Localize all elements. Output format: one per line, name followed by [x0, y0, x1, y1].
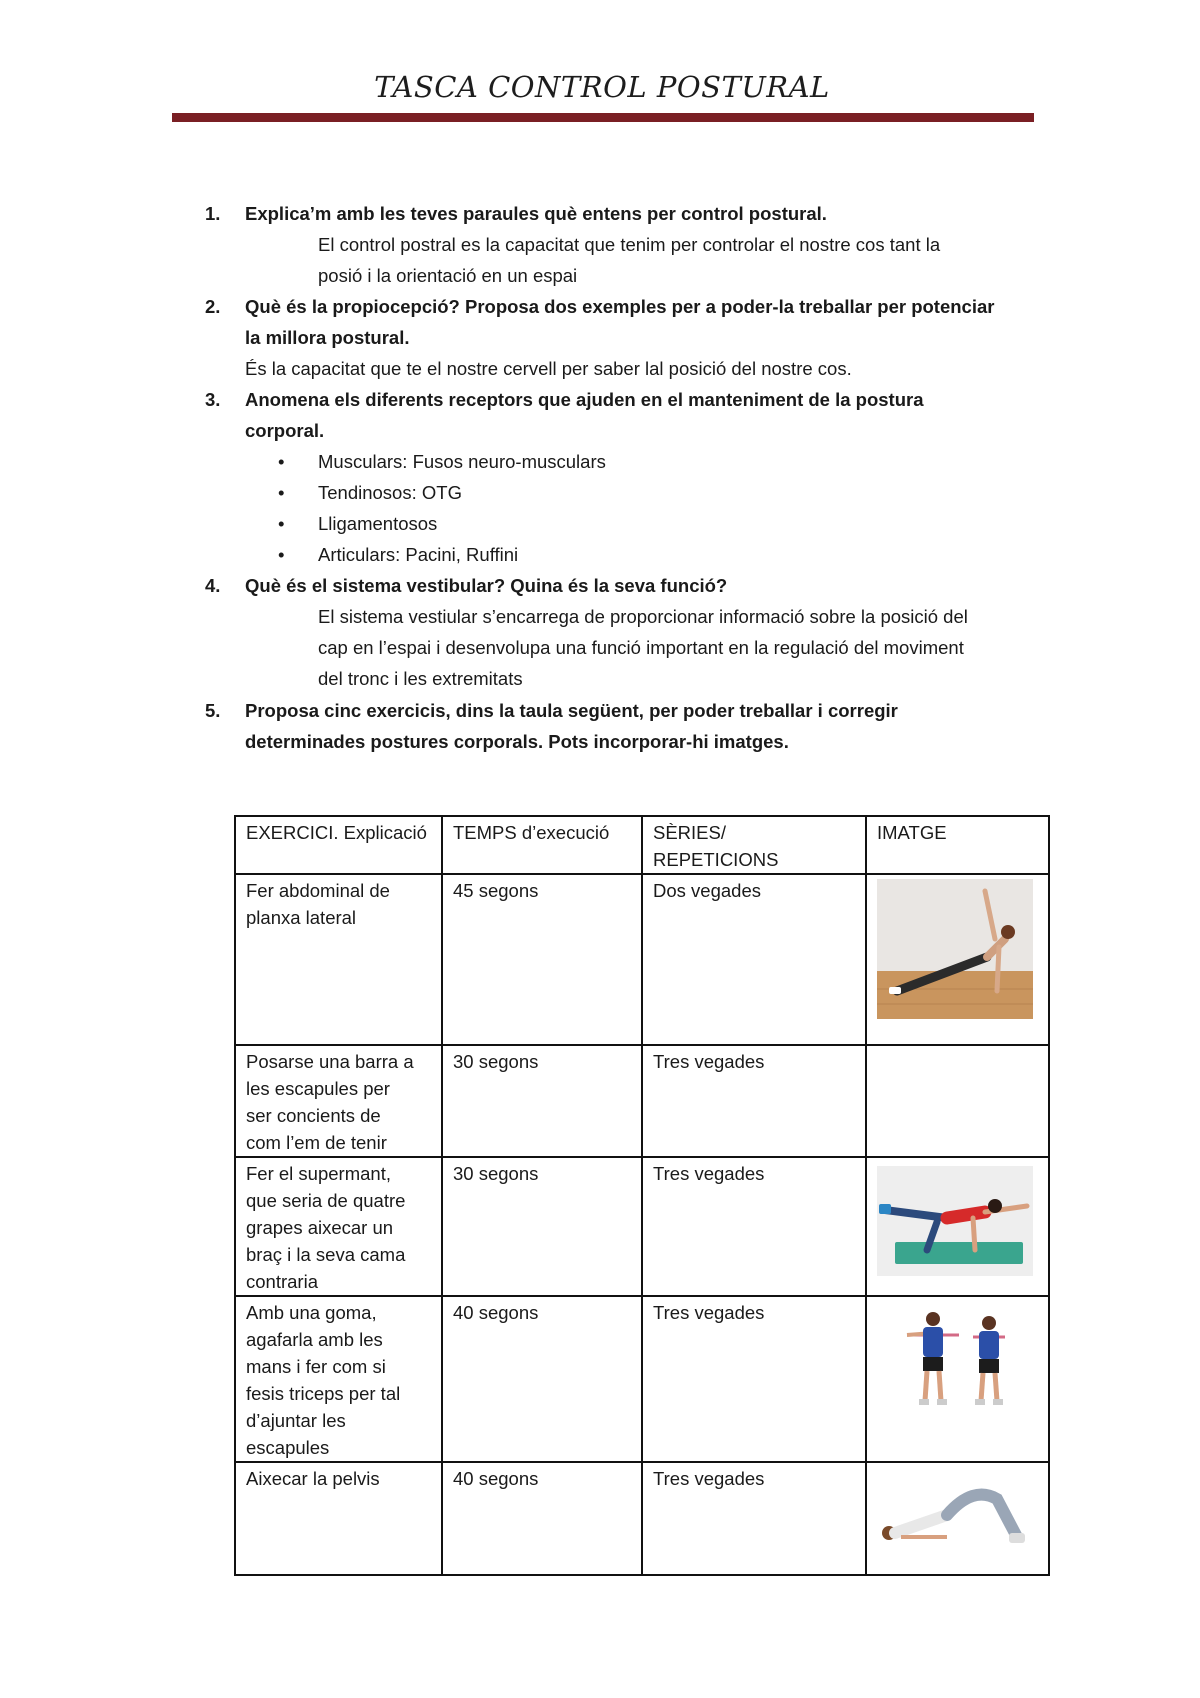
exercise-line: ser concients de [246, 1105, 381, 1126]
bullet-item [278, 477, 462, 508]
exercise-cell [235, 1157, 442, 1296]
exercise-line: com l’em de tenir [246, 1132, 387, 1153]
question-number: 4. [205, 575, 221, 596]
question-text: Què és la propiocepció? Proposa dos exemples per a poder-la treballar per potenciar [245, 296, 995, 317]
glute-bridge-image [877, 1475, 1033, 1555]
question-text: Explica’m amb les teves paraules què entens per control postural. [245, 203, 827, 224]
table-row [235, 1157, 1049, 1296]
exercise-line: Fer abdominal de [246, 880, 390, 901]
bullet-item [278, 446, 606, 477]
answer-2: És la capacitat que te el nostre cervell per saber lal posició del nostre cos. [245, 358, 852, 379]
question-5 [205, 695, 1045, 757]
question-text: corporal. [245, 420, 325, 441]
series-cell: Tres vegades [642, 1296, 866, 1462]
table-header: IMATGE [866, 816, 1049, 874]
exercise-line: les escapules per [246, 1078, 390, 1099]
table-header: TEMPS d’execució [442, 816, 642, 874]
question-3 [205, 384, 1045, 446]
image-cell [866, 874, 1049, 1045]
exercise-line: Amb una goma, [246, 1302, 377, 1323]
image-cell-empty [866, 1045, 1049, 1157]
question-text: determinades postures corporals. Pots incorporar-hi imatges. [245, 731, 789, 752]
bullet-text: Tendinosos: OTG [318, 482, 462, 503]
time-cell: 40 segons [442, 1296, 642, 1462]
table-row [235, 1462, 1049, 1575]
exercise-line: que seria de quatre [246, 1190, 406, 1211]
table-header: EXERCICI. Explicació [235, 816, 442, 874]
exercise-line: grapes aixecar un [246, 1217, 394, 1238]
answer-line: del tronc i les extremitats [318, 668, 523, 689]
answer-line: El sistema vestiular s’encarrega de proporcionar informació sobre la posició del [318, 606, 968, 627]
time-cell: 40 segons [442, 1462, 642, 1575]
exercise-line: d’ajuntar les [246, 1410, 346, 1431]
side-plank-image [877, 879, 1033, 1019]
answer-line: El control postral es la capacitat que tenim per controlar el nostre cos tant la [318, 234, 941, 255]
question-number: 1. [205, 203, 221, 224]
question-text: Què és el sistema vestibular? Quina és la seva funció? [245, 575, 728, 596]
table-header: SÈRIES/ REPETICIONS [642, 816, 866, 874]
question-number: 5. [205, 700, 221, 721]
bullet-icon: • [278, 451, 285, 472]
table-header-row [235, 816, 1049, 874]
time-cell: 45 segons [442, 874, 642, 1045]
answer-line: posió i la orientació en un espai [318, 265, 578, 286]
exercise-cell [235, 1296, 442, 1462]
page-title: TASCA CONTROL POSTURAL [374, 70, 830, 104]
image-cell [866, 1296, 1049, 1462]
bullet-icon: • [278, 482, 285, 503]
bullet-icon: • [278, 544, 285, 565]
answer-line: cap en l’espai i desenvolupa una funció important en la regulació del moviment [318, 637, 964, 658]
band-pull-image [877, 1303, 1033, 1413]
exercise-table [234, 815, 1050, 1576]
question-text: Anomena els diferents receptors que ajuden en el manteniment de la postura [245, 389, 924, 410]
series-cell: Tres vegades [642, 1045, 866, 1157]
exercise-cell [235, 1462, 442, 1575]
question-4 [205, 570, 1045, 601]
table-row [235, 1296, 1049, 1462]
exercise-line: Aixecar la pelvis [246, 1468, 380, 1489]
table-row [235, 1045, 1049, 1157]
exercise-line: braç i la seva cama [246, 1244, 406, 1265]
image-cell [866, 1157, 1049, 1296]
exercise-cell [235, 1045, 442, 1157]
bullet-text: Musculars: Fusos neuro-musculars [318, 451, 606, 472]
question-text: la millora postural. [245, 327, 410, 348]
table-row [235, 874, 1049, 1045]
exercise-line: agafarla amb les [246, 1329, 383, 1350]
bullet-text: Articulars: Pacini, Ruffini [318, 544, 519, 565]
question-text: Proposa cinc exercicis, dins la taula següent, per poder treballar i corregir [245, 700, 898, 721]
bullet-icon: • [278, 513, 285, 534]
bullet-item [278, 539, 518, 570]
time-cell: 30 segons [442, 1157, 642, 1296]
exercise-line: Posarse una barra a [246, 1051, 414, 1072]
question-number: 2. [205, 296, 221, 317]
question-2 [205, 291, 1045, 353]
series-cell: Dos vegades [642, 874, 866, 1045]
bullet-text: Lligamentosos [318, 513, 438, 534]
exercise-line: Fer el supermant, [246, 1163, 391, 1184]
exercise-line: mans i fer com si [246, 1356, 386, 1377]
time-cell: 30 segons [442, 1045, 642, 1157]
series-cell: Tres vegades [642, 1462, 866, 1575]
question-1 [205, 198, 1045, 229]
exercise-line: escapules [246, 1437, 330, 1458]
series-cell: Tres vegades [642, 1157, 866, 1296]
question-number: 3. [205, 389, 221, 410]
answer-4 [318, 601, 968, 694]
title-divider [172, 113, 1034, 122]
exercise-line: fesis triceps per tal [246, 1383, 401, 1404]
bullet-item [278, 508, 437, 539]
image-cell [866, 1462, 1049, 1575]
answer-1 [318, 229, 940, 291]
exercise-line: planxa lateral [246, 907, 357, 928]
superman-exercise-image [877, 1166, 1033, 1276]
exercise-cell [235, 874, 442, 1045]
exercise-line: contraria [246, 1271, 318, 1292]
